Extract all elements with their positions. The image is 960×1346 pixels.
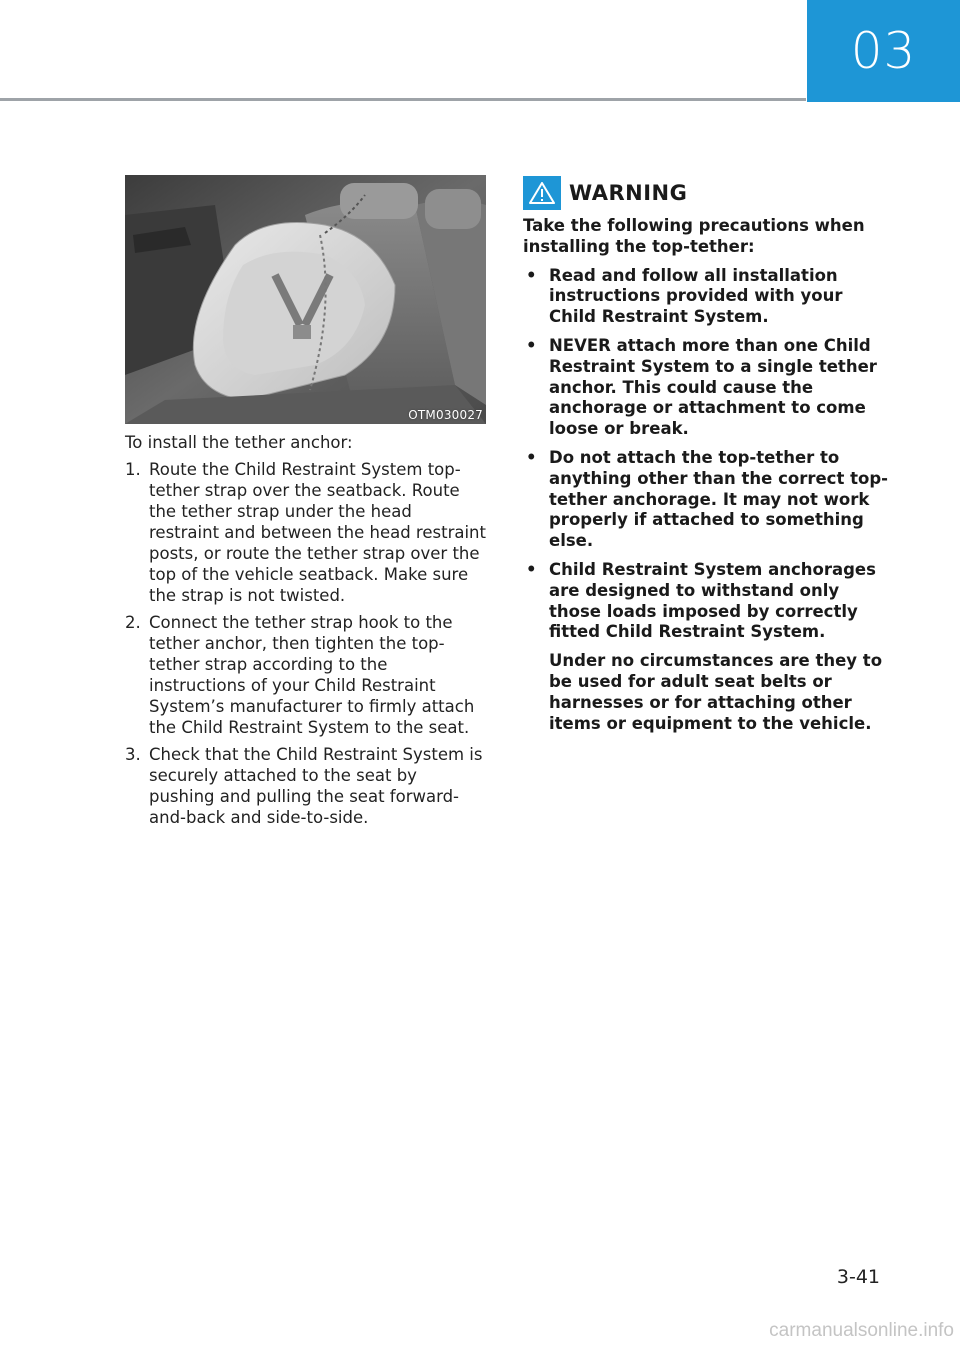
warning-list: [523, 266, 888, 644]
step-text: Route the Child Restraint System top-tether strap over the seatback. Route the tether strap under the head restraint and between the head restraint posts, or route the tether strap over the top of the vehicle seatback. Make sure the strap is not twisted.: [149, 460, 486, 605]
warning-header: [523, 176, 888, 210]
step-item: [125, 612, 487, 738]
warning-box: [523, 176, 888, 734]
warning-item-text: Do not attach the top-tether to anything other than the correct top-tether anchorage. It may not work properly if attached to something else.: [549, 447, 888, 551]
watermark: carmanualsonline.info: [769, 1320, 954, 1341]
step-number: 3.: [125, 745, 141, 764]
warning-item-text: Read and follow all installation instructions provided with your Child Restraint System.: [549, 265, 843, 327]
step-item: [125, 744, 487, 828]
step-number: 1.: [125, 460, 141, 479]
warning-intro: Take the following precautions when installing the top-tether:: [523, 216, 865, 256]
instructions-intro: To install the tether anchor:: [125, 433, 353, 452]
page-number: 3-41: [836, 1266, 880, 1288]
warning-item: [523, 560, 888, 643]
bullet-icon: •: [526, 447, 537, 467]
child-seat-drawing: [125, 175, 486, 424]
warning-item: [523, 266, 888, 328]
warning-extra: Under no circumstances are they to be used for adult seat belts or harnesses or for attaching other items or equipment to the vehicle.: [549, 651, 883, 733]
warning-item: [523, 448, 888, 552]
instruction-steps: [125, 459, 487, 828]
warning-body: [523, 216, 888, 734]
instructions-column: [125, 432, 487, 834]
figure-code: OTM030027: [408, 408, 483, 422]
warning-title: WARNING: [569, 181, 688, 205]
warning-triangle-icon: [523, 176, 561, 210]
warning-item-text: Child Restraint System anchorages are designed to withstand only those loads imposed by correctly fitted Child Restraint System.: [549, 559, 876, 642]
warning-item: [523, 336, 888, 440]
header-rule: [0, 98, 806, 101]
step-number: 2.: [125, 613, 141, 632]
chapter-number: 03: [850, 22, 917, 80]
chapter-tab: [807, 0, 960, 102]
step-text: Connect the tether strap hook to the tether anchor, then tighten the top-tether strap according to the instructions of your Child Restraint System’s manufacturer to firmly attach the Child Restraint System to the seat.: [149, 613, 475, 737]
step-item: [125, 459, 487, 606]
bullet-icon: •: [526, 265, 537, 285]
bullet-icon: •: [526, 335, 537, 355]
warning-item-text: NEVER attach more than one Child Restraint System to a single tether anchor. This could cause the anchorage or attachment to come loose or break.: [549, 335, 877, 439]
child-seat-illustration: [125, 175, 486, 424]
step-text: Check that the Child Restraint System is securely attached to the seat by pushing and pulling the seat forward-and-back and side-to-side.: [149, 745, 483, 827]
bullet-icon: •: [526, 559, 537, 579]
